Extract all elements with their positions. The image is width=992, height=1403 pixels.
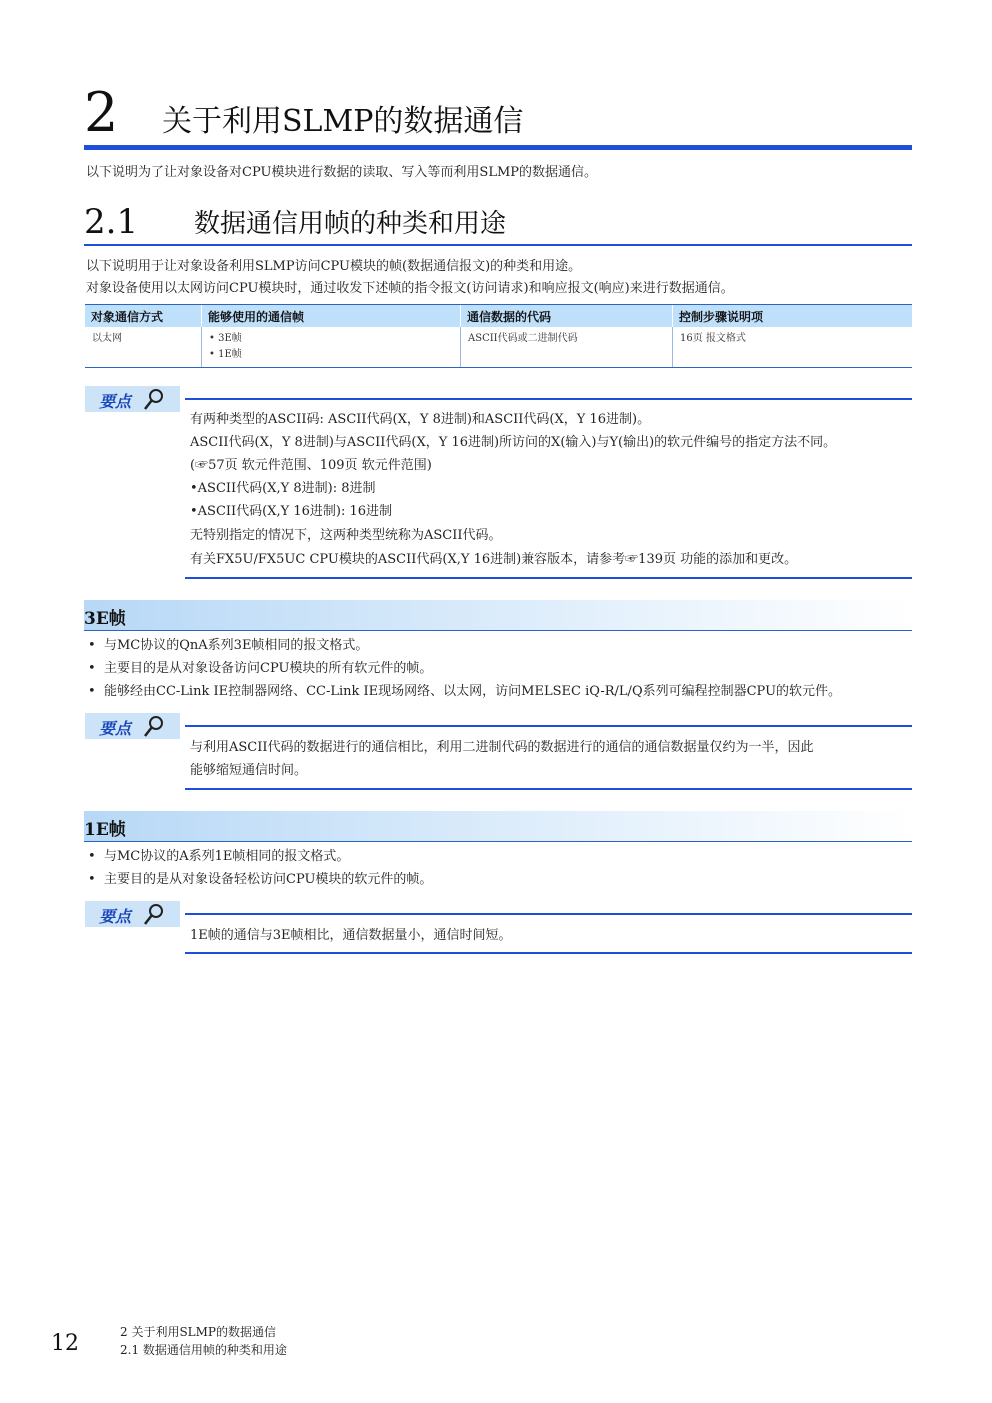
point-text: 与利用ASCII代码的数据进行的通信相比，利用二进制代码的数据进行的通信的通信数据量仅约为一半，因此 [190, 740, 814, 755]
chapter-title: 关于利用SLMP的数据通信 [162, 104, 524, 139]
page-number: 12 [51, 1331, 79, 1356]
footer-section: 2.1 数据通信用帧的种类和用途 [120, 1343, 287, 1357]
table-header: 通信数据的代码 [461, 305, 673, 328]
magnifier-icon [143, 902, 165, 930]
list-item: • 能够经由CC-Link IE控制器网络、CC-Link IE现场网络、以太网，访问MELSEC iQ-R/L/Q系列可编程控制器CPU的软元件。 [88, 684, 842, 699]
point-rule-bottom [185, 952, 912, 954]
frame-table [85, 304, 912, 368]
table-header: 能够使用的通信帧 [202, 305, 461, 328]
table-row [85, 327, 912, 368]
chapter-rule [84, 145, 912, 150]
subheading-3e [84, 600, 912, 631]
point-text-link[interactable]: (☞57页 软元件范围、109页 软元件范围) [190, 458, 432, 473]
section-paragraph-1: 以下说明用于让对象设备利用SLMP访问CPU模块的帧(数据通信报文)的种类和用途。 [86, 259, 582, 274]
point-text: •ASCII代码(X,Y 16进制): 16进制 [190, 504, 393, 519]
section-rule [84, 244, 912, 246]
point-rule-top [185, 398, 912, 400]
chapter-intro: 以下说明为了让对象设备对CPU模块进行数据的读取、写入等而利用SLMP的数据通信。 [86, 165, 598, 180]
footer-chapter: 2 关于利用SLMP的数据通信 [120, 1325, 277, 1339]
chapter-number: 2 [84, 81, 119, 144]
magnifier-icon [143, 714, 165, 742]
subheading-1e-title: 1E帧 [84, 820, 126, 840]
table-cell [202, 327, 461, 368]
point-label: 要点 [99, 392, 132, 411]
list-item: • 主要目的是从对象设备轻松访问CPU模块的软元件的帧。 [88, 872, 433, 887]
list-item: • 与MC协议的A系列1E帧相同的报文格式。 [88, 849, 350, 864]
section-title: 数据通信用帧的种类和用途 [194, 209, 507, 239]
point-rule-top [185, 913, 912, 915]
table-cell[interactable]: 16页 报文格式 [673, 327, 913, 368]
table-header-row [85, 305, 912, 328]
table-header: 对象通信方式 [85, 305, 202, 328]
section-paragraph-2: 对象设备使用以太网访问CPU模块时，通过收发下述帧的指令报文(访问请求)和响应报文(响应)来进行数据通信。 [86, 281, 734, 296]
point-rule-bottom [185, 788, 912, 790]
table-cell: ASCII代码或二进制代码 [461, 327, 673, 368]
point-text: 能够缩短通信时间。 [190, 763, 308, 778]
point-text: 有两种类型的ASCII码: ASCII代码(X，Y 8进制)和ASCII代码(X，Y 16进制)。 [190, 412, 651, 427]
magnifier-icon [143, 387, 165, 415]
subheading-3e-title: 3E帧 [84, 609, 126, 629]
point-badge [85, 386, 180, 412]
point-text: ASCII代码(X，Y 8进制)与ASCII代码(X，Y 16进制)所访问的X(输入)与Y(输出)的软元件编号的指定方法不同。 [190, 435, 837, 450]
table-header: 控制步骤说明项 [673, 305, 913, 328]
point-rule-bottom [185, 577, 912, 579]
point-badge [85, 713, 180, 739]
point-rule-top [185, 725, 912, 727]
point-text: •ASCII代码(X,Y 8进制): 8进制 [190, 481, 376, 496]
list-item: • 与MC协议的QnA系列3E帧相同的报文格式。 [88, 638, 369, 653]
frame-item: • 3E帧 [209, 333, 242, 344]
point-label: 要点 [99, 907, 132, 926]
point-text-link[interactable]: 有关FX5U/FX5UC CPU模块的ASCII代码(X,Y 16进制)兼容版本，请参考☞139页 功能的添加和更改。 [190, 552, 798, 567]
subheading-1e [84, 811, 912, 842]
point-text: 无特别指定的情况下，这两种类型统称为ASCII代码。 [190, 528, 502, 543]
point-label: 要点 [99, 719, 132, 738]
point-text: 1E帧的通信与3E帧相比，通信数据量小，通信时间短。 [190, 928, 512, 943]
list-item: • 主要目的是从对象设备访问CPU模块的所有软元件的帧。 [88, 661, 433, 676]
point-badge [85, 901, 180, 927]
frame-item: • 1E帧 [209, 349, 242, 360]
section-number: 2.1 [84, 202, 139, 242]
table-cell: 以太网 [85, 327, 202, 368]
